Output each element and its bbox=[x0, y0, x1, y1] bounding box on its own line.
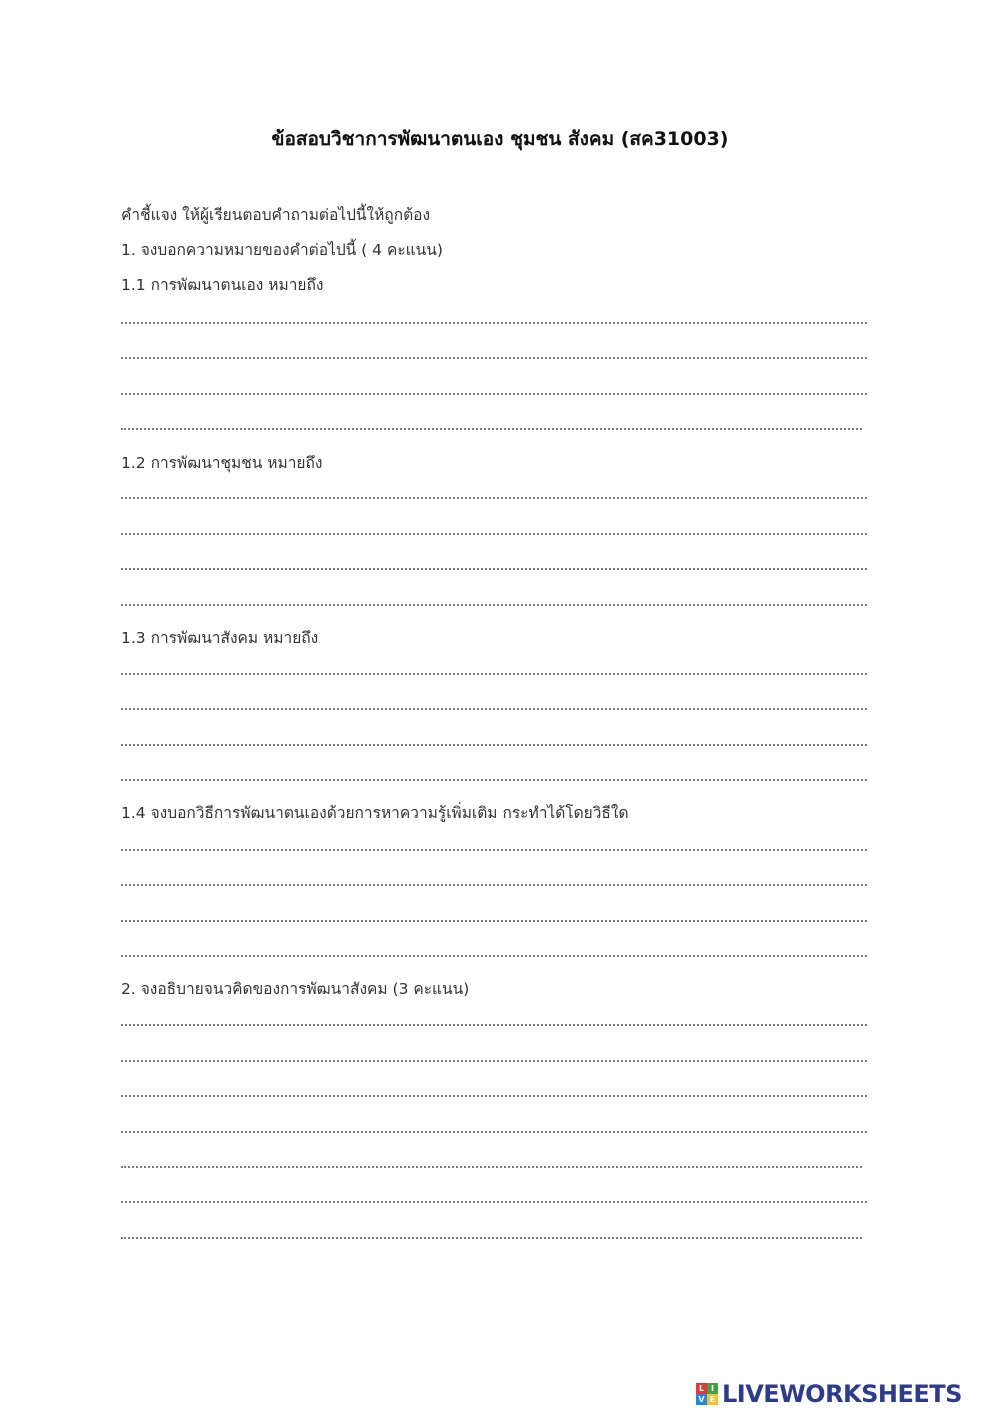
logo-letter: V bbox=[696, 1394, 707, 1405]
answer-line[interactable] bbox=[121, 428, 862, 430]
answer-line[interactable] bbox=[121, 568, 867, 570]
answer-line[interactable] bbox=[121, 744, 867, 746]
question-1-3: 1.3 การพัฒนาสังคม หมายถึง bbox=[121, 629, 319, 647]
answer-line[interactable] bbox=[121, 357, 867, 359]
answer-line[interactable] bbox=[121, 322, 867, 324]
answer-line[interactable] bbox=[121, 1024, 867, 1026]
liveworksheets-logo-text: LIVEWORKSHEETS bbox=[722, 1380, 962, 1408]
answer-line[interactable] bbox=[121, 708, 867, 710]
liveworksheets-logo bbox=[696, 1380, 962, 1408]
answer-line[interactable] bbox=[121, 920, 867, 922]
answer-line[interactable] bbox=[121, 604, 867, 606]
answer-line[interactable] bbox=[121, 1060, 867, 1062]
question-1-2: 1.2 การพัฒนาชุมชน หมายถึง bbox=[121, 454, 323, 472]
logo-letter: I bbox=[707, 1383, 718, 1394]
answer-line[interactable] bbox=[121, 779, 867, 781]
logo-letter: E bbox=[707, 1394, 718, 1405]
answer-line[interactable] bbox=[121, 884, 867, 886]
worksheet-title: ข้อสอบวิชาการพัฒนาตนเอง ชุมชน สังคม (สค31003) bbox=[271, 128, 729, 150]
logo-letter: L bbox=[696, 1383, 707, 1394]
answer-line[interactable] bbox=[121, 1201, 867, 1203]
answer-line[interactable] bbox=[121, 1166, 862, 1168]
question-1-1: 1.1 การพัฒนาตนเอง หมายถึง bbox=[121, 276, 324, 294]
instructions: คำชี้แจง ให้ผู้เรียนตอบคำถามต่อไปนี้ให้ถูกต้อง bbox=[121, 206, 431, 224]
answer-line[interactable] bbox=[121, 533, 867, 535]
answer-line[interactable] bbox=[121, 1095, 867, 1097]
answer-line[interactable] bbox=[121, 393, 867, 395]
question-2: 2. จงอธิบายจนวคิดของการพัฒนาสังคม (3 คะแนน) bbox=[121, 980, 470, 998]
question-1-4: 1.4 จงบอกวิธีการพัฒนาตนเองด้วยการหาความรู้เพิ่มเติม กระทำได้โดยวิธีใด bbox=[121, 804, 629, 822]
answer-line[interactable] bbox=[121, 849, 867, 851]
answer-line[interactable] bbox=[121, 497, 867, 499]
answer-line[interactable] bbox=[121, 1131, 867, 1133]
answer-line[interactable] bbox=[121, 955, 867, 957]
question-1: 1. จงบอกความหมายของคำต่อไปนี้ ( 4 คะแนน) bbox=[121, 241, 443, 259]
liveworksheets-logo-icon bbox=[696, 1383, 718, 1405]
answer-line[interactable] bbox=[121, 673, 867, 675]
answer-line[interactable] bbox=[121, 1237, 862, 1239]
